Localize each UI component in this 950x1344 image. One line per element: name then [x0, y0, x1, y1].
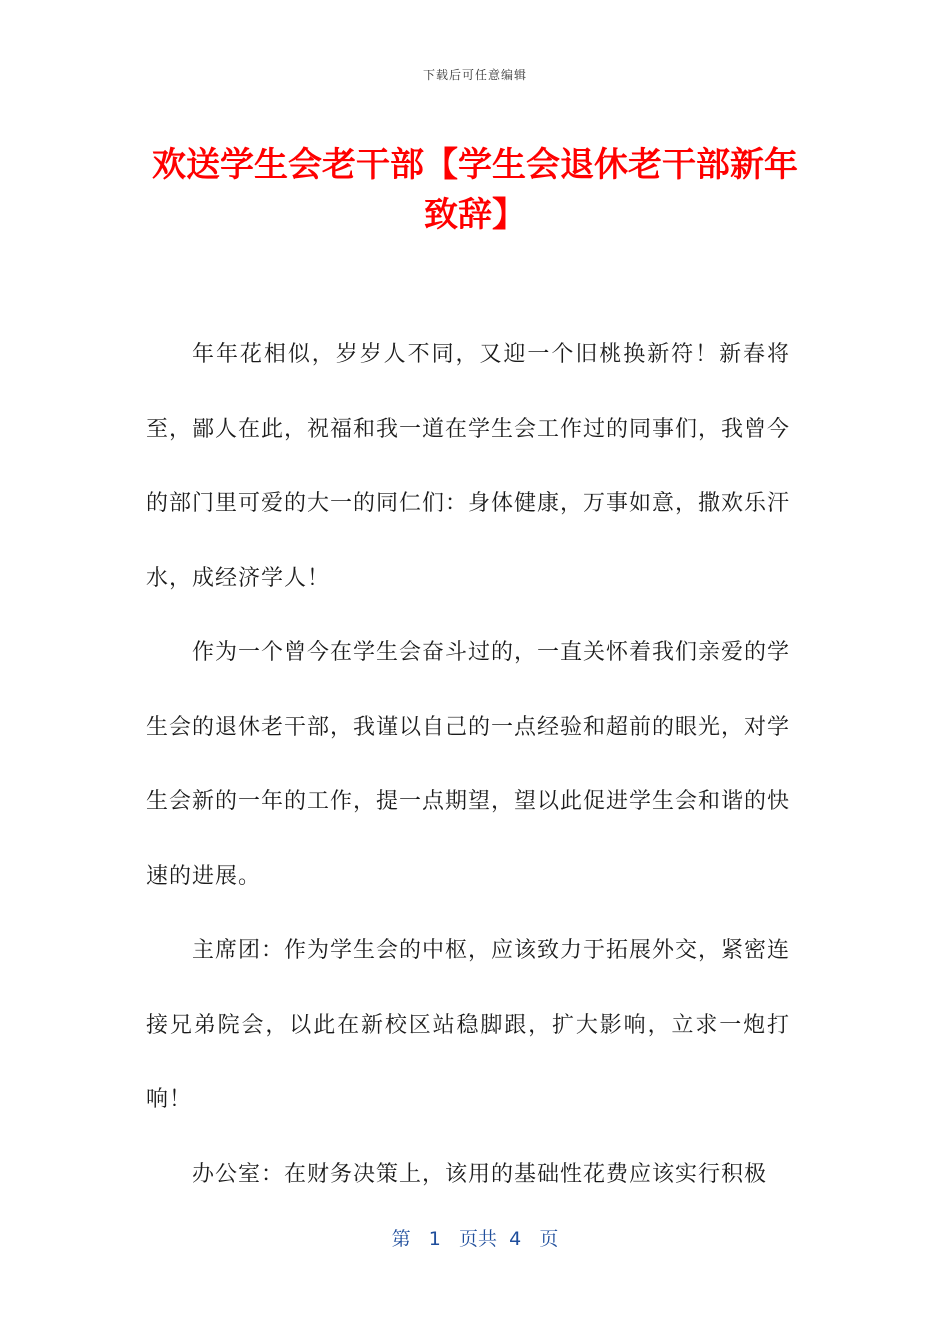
- header-note: 下载后可任意编辑: [422, 68, 527, 82]
- current-page-number: 1: [428, 1228, 441, 1250]
- total-pages-number: 4: [509, 1228, 522, 1250]
- document-body: [146, 318, 790, 1212]
- footer-prefix: 第: [391, 1228, 411, 1250]
- paragraph-1: 年年花相似，岁岁人不同，又迎一个旧桃换新符！新春将至，鄙人在此，祝福和我一道在学生会工作过的同事们，我曾今的部门里可爱的大一的同仁们：身体健康，万事如意，撒欢乐汗水，成经济学人！: [146, 342, 791, 591]
- paragraph-3: 主席团：作为学生会的中枢，应该致力于拓展外交，紧密连接兄弟院会，以此在新校区站稳脚跟，扩大影响，立求一炮打响！: [146, 938, 791, 1112]
- paragraph-2: 作为一个曾今在学生会奋斗过的，一直关怀着我们亲爱的学生会的退休老干部，我谨以自己的一点经验和超前的眼光，对学生会新的一年的工作，提一点期望，望以此促进学生会和谐的快速的进展。: [146, 640, 791, 889]
- paragraph-4: 办公室：在财务决策上，该用的基础性花费应该实行积极: [192, 1161, 768, 1187]
- document-title: 欢送学生会老干部【学生会退休老干部新年致辞】: [152, 145, 798, 235]
- footer-suffix: 页: [539, 1228, 559, 1250]
- page-footer: [0, 1224, 950, 1251]
- footer-middle: 页共: [459, 1228, 498, 1250]
